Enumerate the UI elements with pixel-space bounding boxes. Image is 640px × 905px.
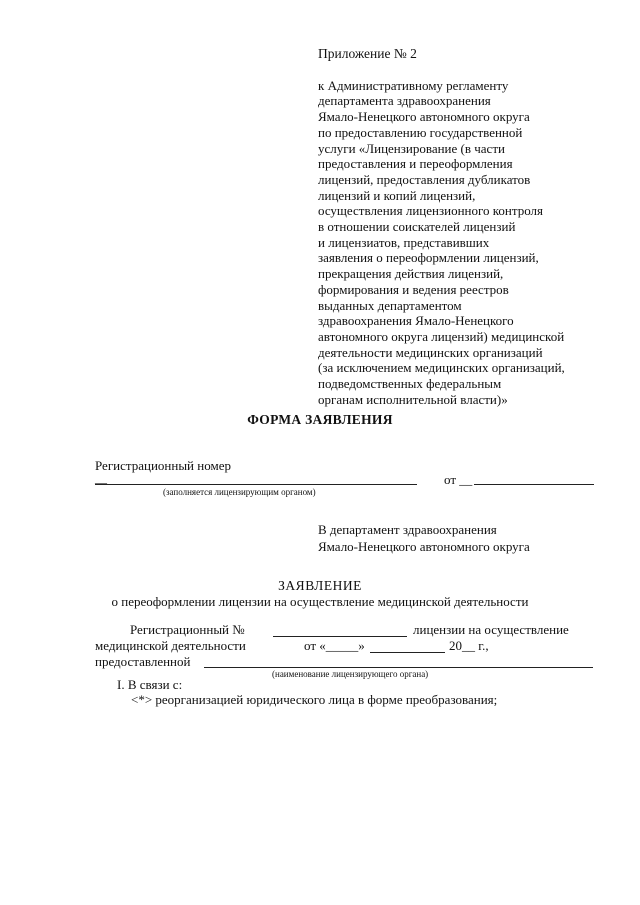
registration-number-dash: __ <box>95 471 107 485</box>
license-month-field[interactable] <box>370 652 445 653</box>
annex-line: прекращения действия лицензий, <box>318 266 504 282</box>
addressee-block <box>318 521 530 555</box>
form-title: ФОРМА ЗАЯВЛЕНИЯ <box>247 412 393 427</box>
registration-number-field[interactable] <box>95 484 417 485</box>
annex-line: предоставления и переоформления <box>318 156 513 172</box>
granted-label: предоставленной <box>95 654 191 669</box>
annex-line: деятельности медицинских организаций <box>318 344 543 360</box>
annex-line: органам исполнительной власти)» <box>318 391 508 407</box>
annex-line: Ямало-Ненецкого автономного округа <box>318 109 530 125</box>
annex-line: заявления о переоформлении лицензий, <box>318 250 539 266</box>
annex-line: выданных департаментом <box>318 297 462 313</box>
annex-line: услуги «Лицензирование (в части <box>318 140 505 156</box>
statement-title: ЗАЯВЛЕНИЕ <box>278 578 362 593</box>
registration-number-hint: (заполняется лицензирующим органом) <box>163 487 316 497</box>
annex-line: и лицензиатов, представивших <box>318 234 490 250</box>
license-number-field[interactable] <box>273 636 407 637</box>
licensing-authority-field[interactable] <box>204 667 593 668</box>
annex-block <box>318 46 618 407</box>
annex-line: лицензий и копий лицензий, <box>318 187 476 203</box>
annex-line: осуществления лицензионного контроля <box>318 203 543 219</box>
annex-line: (за исключением медицинских организаций, <box>318 360 565 376</box>
annex-line: здравоохранения Ямало-Ненецкого <box>318 313 514 329</box>
section-heading: I. В связи с: <box>117 677 183 692</box>
license-year-label: 20__ г., <box>449 638 489 653</box>
annex-line: к Административному регламенту <box>318 77 509 93</box>
annex-line: подведомственных федеральным <box>318 376 502 392</box>
annex-line: лицензий, предоставления дубликатов <box>318 171 531 187</box>
annex-title: Приложение № 2 <box>318 46 417 61</box>
reg-no-label: Регистрационный № <box>130 622 245 637</box>
medical-activity-label: медицинской деятельности <box>95 638 246 653</box>
reason-item: <*> реорганизацией юридического лица в форме преобразования; <box>131 692 498 707</box>
annex-line: автономного округа лицензий) медицинской <box>318 328 565 344</box>
annex-line: по предоставлению государственной <box>318 124 523 140</box>
annex-line: департамента здравоохранения <box>318 93 491 109</box>
registration-number-label: Регистрационный номер <box>95 458 231 473</box>
addressee-line: Ямало-Ненецкого автономного округа <box>318 539 530 554</box>
license-date-label: от «_____» <box>304 638 365 653</box>
statement-subtitle: о переоформлении лицензии на осуществление медицинской деятельности <box>111 594 529 609</box>
registration-date-field[interactable] <box>474 484 594 485</box>
licensing-authority-hint: (наименование лицензирующего органа) <box>272 669 429 679</box>
license-label: лицензии на осуществление <box>413 622 569 637</box>
registration-date-label: от __ <box>444 472 473 487</box>
annex-line: формирования и ведения реестров <box>318 281 509 297</box>
addressee-line: В департамент здравоохранения <box>318 522 497 537</box>
annex-line: в отношении соискателей лицензий <box>318 219 516 235</box>
